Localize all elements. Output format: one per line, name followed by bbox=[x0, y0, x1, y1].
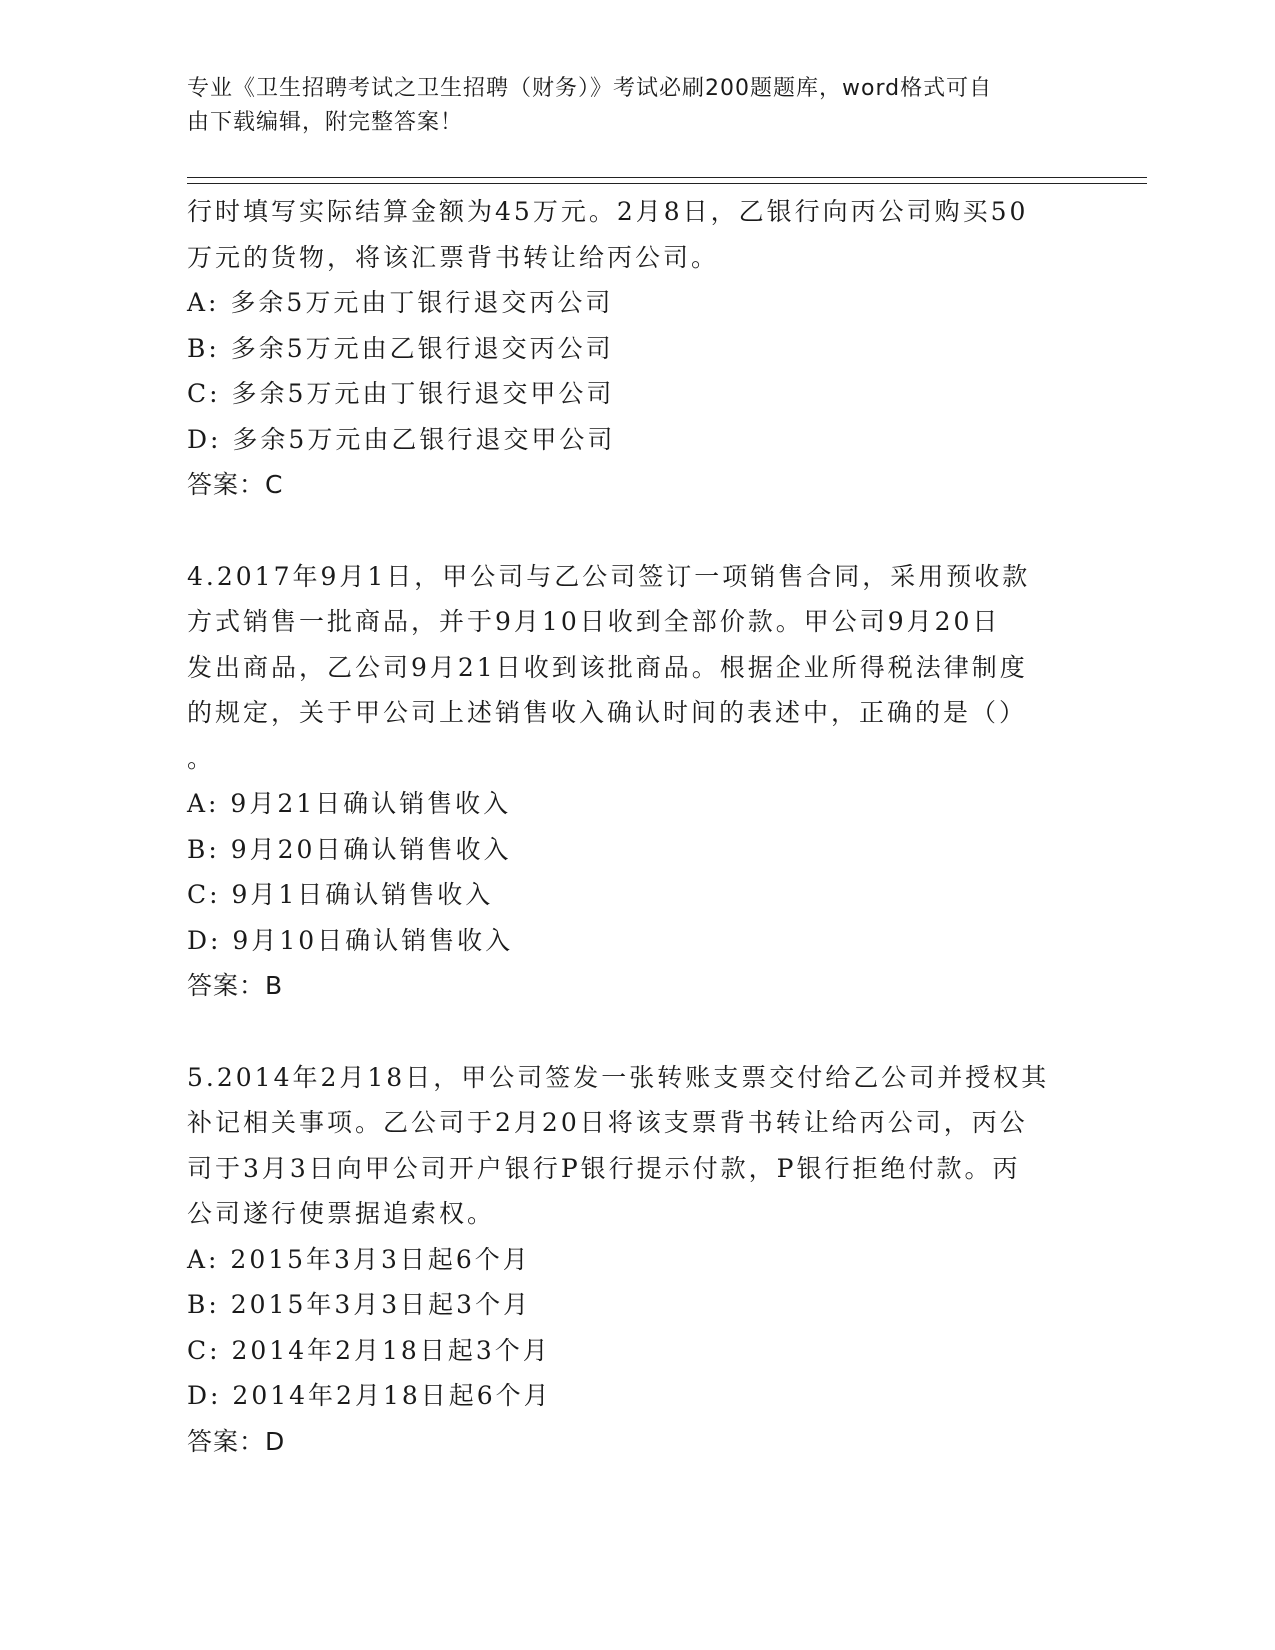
question-text-line: 4.2017年9月1日，甲公司与乙公司签订一项销售合同，采用预收款 bbox=[187, 561, 1031, 591]
option-a: A: 多余5万元由丁银行退交丙公司 bbox=[187, 288, 614, 317]
option-b: B: 9月20日确认销售收入 bbox=[187, 834, 512, 864]
question-text-line: 发出商品，乙公司9月21日收到该批商品。根据企业所得税法律制度 bbox=[187, 652, 1028, 682]
spacer bbox=[187, 508, 1087, 554]
question-text-line: 的规定，关于甲公司上述销售收入确认时间的表述中，正确的是（） bbox=[187, 698, 1028, 727]
option-d: D: 9月10日确认销售收入 bbox=[187, 925, 514, 955]
option-c: C: 多余5万元由丁银行退交甲公司 bbox=[187, 379, 615, 408]
option-c: C: 9月1日确认销售收入 bbox=[187, 880, 494, 909]
spacer bbox=[187, 1009, 1087, 1055]
question-text-line: 方式销售一批商品，并于9月10日收到全部价款。甲公司9月20日 bbox=[187, 607, 1001, 636]
option-a: A: 2015年3月3日起6个月 bbox=[187, 1244, 531, 1274]
answer-line: 答案：C bbox=[187, 470, 284, 499]
question-text-line: 。 bbox=[187, 743, 216, 773]
option-d: D: 多余5万元由乙银行退交甲公司 bbox=[187, 424, 616, 454]
header-title-line-1: 专业《卫生招聘考试之卫生招聘（财务）》考试必刷200题题库，word格式可自 bbox=[187, 76, 993, 101]
option-d: D: 2014年2月18日起6个月 bbox=[187, 1381, 552, 1410]
header-title-line-2: 由下载编辑，附完整答案！ bbox=[187, 110, 464, 135]
header-rule-top bbox=[187, 177, 1147, 178]
option-c: C: 2014年2月18日起3个月 bbox=[187, 1335, 551, 1365]
header-rule-bottom bbox=[187, 183, 1147, 184]
document-header bbox=[187, 72, 1067, 140]
document-body bbox=[187, 189, 1087, 1464]
question-5 bbox=[187, 1055, 1087, 1465]
question-text-line: 5.2014年2月18日，甲公司签发一张转账支票交付给乙公司并授权其 bbox=[187, 1062, 1050, 1092]
answer-line: 答案：D bbox=[187, 1426, 286, 1456]
option-b: B: 多余5万元由乙银行退交丙公司 bbox=[187, 333, 614, 363]
question-3 bbox=[187, 189, 1087, 508]
question-text-line: 司于3月3日向甲公司开户银行P银行提示付款，P银行拒绝付款。丙 bbox=[187, 1153, 1021, 1183]
option-a: A: 9月21日确认销售收入 bbox=[187, 789, 512, 818]
question-text-line: 公司遂行使票据追索权。 bbox=[187, 1199, 496, 1228]
question-text-line: 万元的货物，将该汇票背书转让给丙公司。 bbox=[187, 242, 720, 272]
question-text-line: 补记相关事项。乙公司于2月20日将该支票背书转让给丙公司，丙公 bbox=[187, 1108, 1028, 1137]
answer-line: 答案：B bbox=[187, 971, 284, 1000]
option-b: B: 2015年3月3日起3个月 bbox=[187, 1290, 532, 1319]
question-4 bbox=[187, 554, 1087, 1009]
question-text-line: 行时填写实际结算金额为45万元。2月8日，乙银行向丙公司购买50 bbox=[187, 197, 1029, 226]
